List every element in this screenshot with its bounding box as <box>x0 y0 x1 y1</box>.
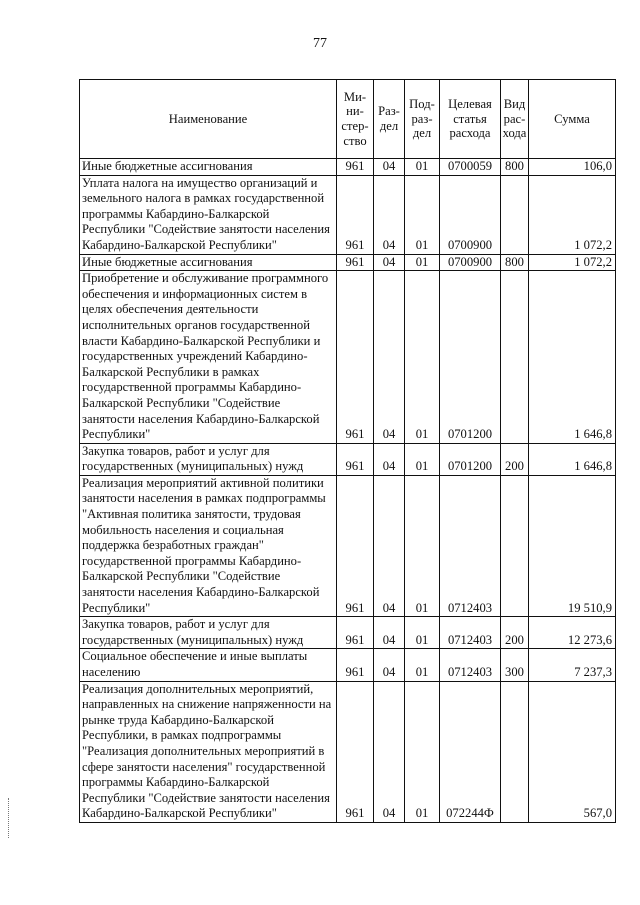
cell-expense-type <box>501 271 529 444</box>
cell-target-article: 0700900 <box>440 175 501 254</box>
cell-subsection: 01 <box>405 175 440 254</box>
cell-target-article: 0701200 <box>440 271 501 444</box>
cell-subsection: 01 <box>405 649 440 681</box>
cell-expense-type: 300 <box>501 649 529 681</box>
cell-subsection: 01 <box>405 443 440 475</box>
cell-expense-type: 200 <box>501 617 529 649</box>
header-expense-type: Вид рас- хода <box>501 80 529 159</box>
cell-section: 04 <box>374 649 405 681</box>
header-target-article: Целевая статья расхода <box>440 80 501 159</box>
cell-subsection: 01 <box>405 254 440 271</box>
cell-subsection: 01 <box>405 475 440 616</box>
cell-section: 04 <box>374 175 405 254</box>
cell-amount: 567,0 <box>529 681 616 822</box>
table-row <box>80 175 616 254</box>
scan-margin-mark <box>8 798 12 838</box>
table-row <box>80 617 616 649</box>
cell-target-article: 0700059 <box>440 159 501 176</box>
cell-amount: 1 072,2 <box>529 254 616 271</box>
cell-amount: 7 237,3 <box>529 649 616 681</box>
table-row <box>80 649 616 681</box>
cell-name: Реализация мероприятий активной политики занятости населения в рамках подпрограммы "Активная политика занятости, трудовая мобильность населения и социальная поддержка безработных граждан" государственной программы Кабардино-Балкарской Республики "Содействие занятости населения Кабардино-Балкарской Республики" <box>80 475 337 616</box>
cell-expense-type <box>501 681 529 822</box>
cell-ministry: 961 <box>337 271 374 444</box>
cell-section: 04 <box>374 475 405 616</box>
cell-amount: 1 646,8 <box>529 443 616 475</box>
table-row <box>80 254 616 271</box>
cell-section: 04 <box>374 617 405 649</box>
cell-subsection: 01 <box>405 159 440 176</box>
cell-section: 04 <box>374 271 405 444</box>
cell-name: Уплата налога на имущество организаций и земельного налога в рамках государственной программы Кабардино-Балкарской Республики "Содействие занятости населения Кабардино-Балкарской Республики" <box>80 175 337 254</box>
cell-ministry: 961 <box>337 649 374 681</box>
cell-name: Иные бюджетные ассигнования <box>80 254 337 271</box>
cell-ministry: 961 <box>337 254 374 271</box>
header-subsection: Под- раз- дел <box>405 80 440 159</box>
cell-subsection: 01 <box>405 681 440 822</box>
cell-name: Иные бюджетные ассигнования <box>80 159 337 176</box>
cell-amount: 19 510,9 <box>529 475 616 616</box>
cell-name: Закупка товаров, работ и услуг для государственных (муниципальных) нужд <box>80 617 337 649</box>
table-row <box>80 159 616 176</box>
cell-target-article: 0712403 <box>440 649 501 681</box>
cell-expense-type <box>501 175 529 254</box>
table-row <box>80 271 616 444</box>
cell-name: Закупка товаров, работ и услуг для государственных (муниципальных) нужд <box>80 443 337 475</box>
page-number: 77 <box>313 36 327 51</box>
header-name: Наименование <box>80 80 337 159</box>
table-row <box>80 681 616 822</box>
cell-ministry: 961 <box>337 681 374 822</box>
header-amount: Сумма <box>529 80 616 159</box>
header-ministry: Ми- ни- стер- ство <box>337 80 374 159</box>
cell-target-article: 0701200 <box>440 443 501 475</box>
table-row <box>80 475 616 616</box>
cell-target-article: 0700900 <box>440 254 501 271</box>
cell-name: Реализация дополнительных мероприятий, направленных на снижение напряженности на рынке труда Кабардино-Балкарской Республики, в рамках подпрограммы "Реализация дополнительных мероприятий в сфере занятости населения" государственной программы Кабардино-Балкарской Республики "Содействие занятости населения Кабардино-Балкарской Республики" <box>80 681 337 822</box>
cell-section: 04 <box>374 254 405 271</box>
cell-section: 04 <box>374 159 405 176</box>
cell-name: Социальное обеспечение и иные выплаты населению <box>80 649 337 681</box>
cell-ministry: 961 <box>337 443 374 475</box>
cell-amount: 106,0 <box>529 159 616 176</box>
budget-table <box>79 79 616 823</box>
cell-target-article: 0712403 <box>440 475 501 616</box>
cell-amount: 1 072,2 <box>529 175 616 254</box>
cell-ministry: 961 <box>337 475 374 616</box>
cell-amount: 1 646,8 <box>529 271 616 444</box>
cell-ministry: 961 <box>337 159 374 176</box>
cell-section: 04 <box>374 681 405 822</box>
cell-target-article: 0712403 <box>440 617 501 649</box>
cell-expense-type: 800 <box>501 254 529 271</box>
cell-ministry: 961 <box>337 617 374 649</box>
cell-ministry: 961 <box>337 175 374 254</box>
cell-section: 04 <box>374 443 405 475</box>
cell-target-article: 072244Ф <box>440 681 501 822</box>
cell-expense-type: 800 <box>501 159 529 176</box>
cell-subsection: 01 <box>405 617 440 649</box>
table-row <box>80 443 616 475</box>
cell-name: Приобретение и обслуживание программного обеспечения и информационных систем в целях обеспечения деятельности исполнительных органов государственной власти Кабардино-Балкарской Республики и государственных учреждений Кабардино-Балкарской Республики в рамках государственной программы Кабардино-Балкарской Республики "Содействие занятости населения Кабардино-Балкарской Республики" <box>80 271 337 444</box>
cell-expense-type <box>501 475 529 616</box>
table-header-row <box>80 80 616 159</box>
header-section: Раз- дел <box>374 80 405 159</box>
cell-subsection: 01 <box>405 271 440 444</box>
cell-expense-type: 200 <box>501 443 529 475</box>
cell-amount: 12 273,6 <box>529 617 616 649</box>
